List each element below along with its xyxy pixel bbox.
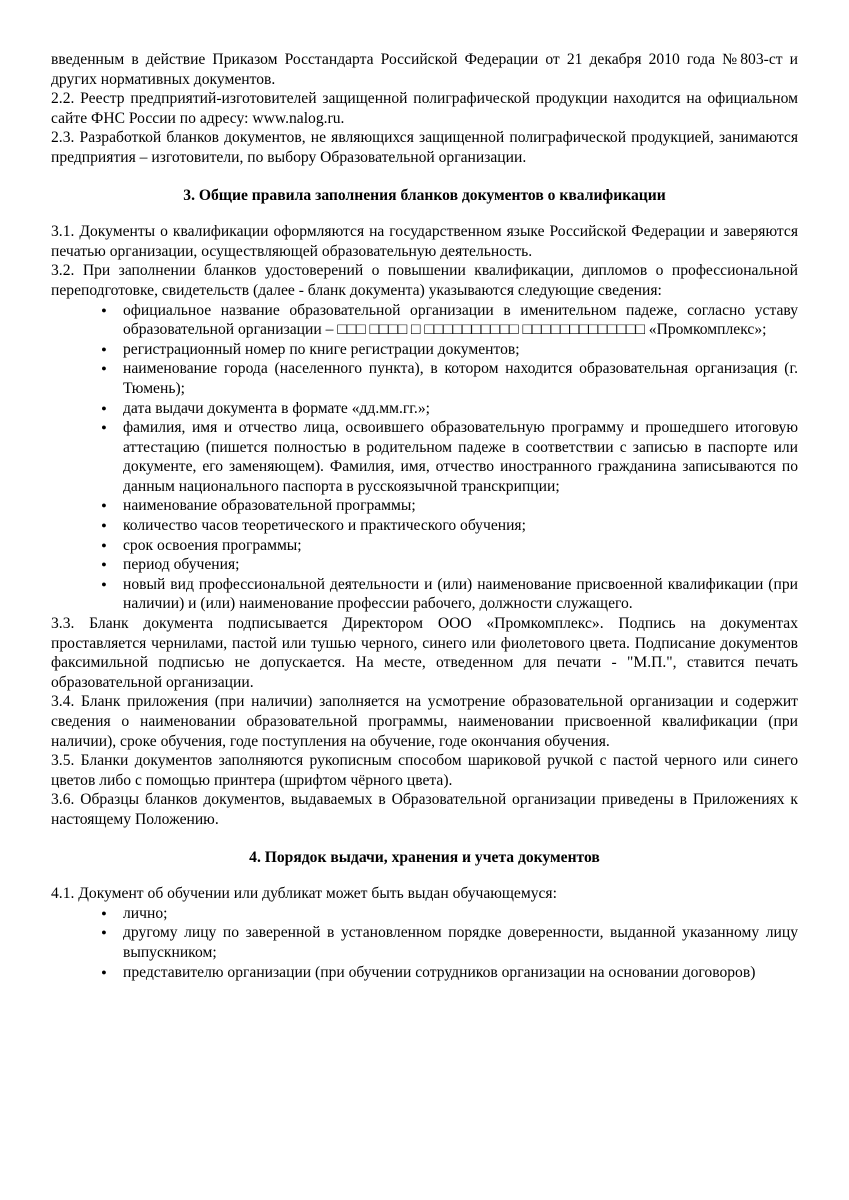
list-item-text: дата выдачи документа в формате «дд.мм.гг.»;	[123, 399, 430, 417]
section-3-paragraph-6: 3.6. Образцы бланков документов, выдаваемых в Образовательной организации приведены в Приложениях к настоящему Положению.	[51, 791, 798, 828]
list-item-text: представителю организации (при обучении сотрудников организации на основании договоров)	[123, 963, 756, 981]
list-item-text: фамилия, имя и отчество лица, освоившего образовательную программу и прошедшего итоговую аттестацию (пишется полностью в родительном падеже в соответствии с записью в паспорте или документе, его заменяющем). Фамилия, имя, отчество иностранного гражданина записываются по данным национального паспорта в русскоязычной транскрипции;	[123, 419, 798, 495]
list-item-text: срок освоения программы;	[123, 536, 302, 554]
list-item	[51, 536, 798, 556]
list-item	[51, 359, 798, 398]
list-item	[51, 516, 798, 536]
section-4-paragraph-1: 4.1. Документ об обучении или дубликат может быть выдан обучающемуся:	[51, 885, 557, 903]
section-3-heading: 3. Общие правила заполнения бланков документов о квалификации	[183, 186, 666, 204]
bullet-icon: ●	[101, 966, 107, 977]
bullet-icon: ●	[101, 907, 107, 918]
section-3-paragraph-4: 3.4. Бланк приложения (при наличии) заполняется на усмотрение образовательной организации и содержит сведения о наименовании образовательной программы, наименовании присвоенной квалификации (при наличии), сроке обучения, годе поступления на обучение, годе окончания обучения.	[51, 693, 798, 750]
bullet-icon: ●	[101, 500, 107, 511]
section-3-paragraph-5: 3.5. Бланки документов заполняются рукописным способом шариковой ручкой с пастой черного или синего цветов либо с помощью принтера (шрифтом чёрного цвета).	[51, 752, 798, 789]
list-item-text: другому лицу по заверенной в установленном порядке доверенности, выданной указанному лицу выпускником;	[123, 924, 798, 961]
bullet-icon: ●	[101, 578, 107, 589]
list-item-text: наименование города (населенного пункта), в котором находится образовательная организация (г. Тюмень);	[123, 360, 798, 397]
bullet-icon: ●	[101, 304, 107, 315]
list-item-text: новый вид профессиональной деятельности и (или) наименование присвоенной квалификации (при наличии) и (или) наименование профессии рабочего, должности служащего.	[123, 575, 798, 613]
list-item	[51, 904, 798, 924]
section-3-paragraph-1: 3.1. Документы о квалификации оформляются на государственном языке Российской Федерации и заверяются печатью организации, осуществляющей образовательную деятельность.	[51, 223, 798, 260]
list-item	[51, 496, 798, 516]
bullet-icon: ●	[101, 520, 107, 531]
list-item-text: лично;	[123, 904, 168, 922]
list-item	[51, 418, 798, 496]
intro-paragraph-1: введенным в действие Приказом Росстандарта Российской Федерации от 21 декабря 2010 года №803-ст и других нормативных документов.	[51, 51, 798, 88]
list-item	[51, 301, 798, 340]
intro-paragraph-3: 2.3. Разработкой бланков документов, не являющихся защищенной полиграфической продукцией, занимаются предприятия – изготовители, по выбору Образовательной организации.	[51, 129, 798, 166]
list-item	[51, 963, 798, 983]
list-item	[51, 923, 798, 962]
list-item	[51, 575, 798, 614]
bullet-icon: ●	[101, 927, 107, 938]
bullet-icon: ●	[101, 402, 107, 413]
bullet-icon: ●	[101, 422, 107, 433]
list-item-text: официальное название образовательной организации в именительном падеже, согласно уставу образовательной организации – □□□ □□□□ □ □□□□□□□□□□ □□□□□□□□□□□□□ «Промкомплекс»;	[123, 301, 798, 339]
bullet-icon: ●	[101, 343, 107, 354]
bullet-icon: ●	[101, 559, 107, 570]
bullet-icon: ●	[101, 539, 107, 550]
intro-paragraph-2: 2.2. Реестр предприятий-изготовителей защищенной полиграфической продукции находится на официальном сайте ФНС России по адресу: www.nalog.ru.	[51, 90, 798, 127]
list-item-text: период обучения;	[123, 556, 240, 574]
list-item-text: регистрационный номер по книге регистрации документов;	[123, 340, 520, 358]
section-3-paragraph-3: 3.3. Бланк документа подписывается Директором ООО «Промкомплекс». Подпись на документах проставляется чернилами, пастой или тушью черного, синего или фиолетового цвета. Подписание документов факсимильной подписью не допускается. На месте, отведенном для печати - "М.П.", ставится печать образовательной организации.	[51, 615, 798, 691]
list-item	[51, 340, 798, 360]
section-4-heading: 4. Порядок выдачи, хранения и учета документов	[249, 848, 600, 866]
list-item-text: количество часов теоретического и практического обучения;	[123, 517, 526, 535]
section-3-paragraph-2: 3.2. При заполнении бланков удостоверений о повышении квалификации, дипломов о профессиональной переподготовке, свидетельств (далее - бланк документа) указываются следующие сведения:	[51, 262, 798, 299]
section-3-bullet-list	[51, 301, 798, 615]
section-4-bullet-list	[51, 904, 798, 982]
list-item-text: наименование образовательной программы;	[123, 497, 416, 515]
list-item	[51, 555, 798, 575]
list-item	[51, 399, 798, 419]
bullet-icon: ●	[101, 363, 107, 374]
